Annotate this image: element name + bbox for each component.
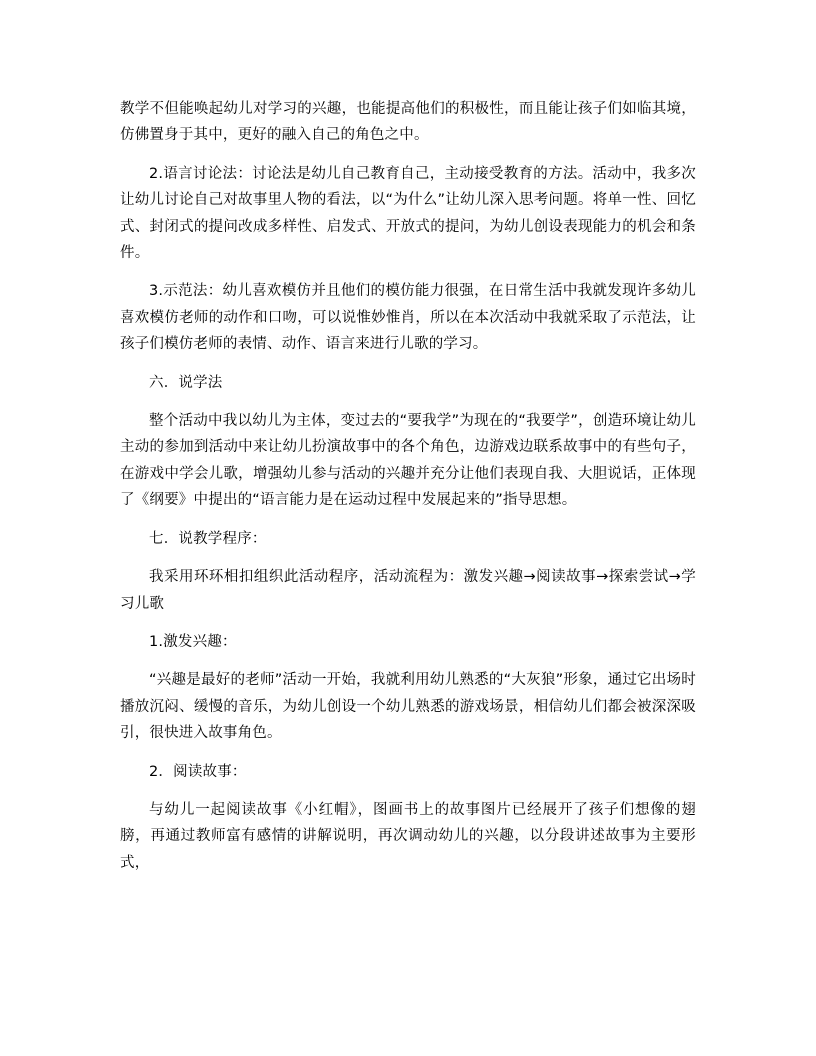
heading-read-story: 2．阅读故事： (149, 763, 247, 780)
paragraph-stimulate-interest: “兴趣是最好的老师”活动一开始，我就利用幼儿熟悉的“大灰狼”形象，通过它出场时播放沉闷、缓慢的音乐，为幼儿创设一个幼儿熟悉的游戏场景，相信幼儿们都会被深深吸引，很快进入故事角色。 (120, 672, 696, 742)
paragraph-demonstration-method: 3.示范法：幼儿喜欢模仿并且他们的模仿能力很强，在日常生活中我就发现许多幼儿喜欢模仿老师的动作和口吻，可以说惟妙惟肖，所以在本次活动中我就采取了示范法，让孩子们模仿老师的表情、动作、语言来进行儿歌的学习。 (120, 283, 696, 353)
heading-learning-method: 六．说学法 (149, 374, 223, 391)
paragraph-learning-method: 整个活动中我以幼儿为主体，变过去的“要我学”为现在的“我要学”，创造环境让幼儿主动的参加到活动中来让幼儿扮演故事中的各个角色，边游戏边联系故事中的有些句子，在游戏中学会儿歌，增强幼儿参与活动的兴趣并充分让他们表现自我、大胆说话，正体现了《纲要》中提出的“语言能力是在运动过程中发展起来的”指导思想。 (120, 413, 696, 509)
paragraph-procedure-flow: 我采用环环相扣组织此活动程序，活动流程为：激发兴趣→阅读故事→探索尝试→学习儿歌 (120, 569, 696, 612)
heading-teaching-procedure: 七．说教学程序： (149, 530, 267, 547)
paragraph-language-discussion: 2.语言讨论法：讨论法是幼儿自己教育自己，主动接受教育的方法。活动中，我多次让幼儿讨论自己对故事里人物的看法，以“为什么”让幼儿深入思考问题。将单一性、回忆式、封闭式的提问改成多样性、启发式、开放式的提问，为幼儿创设表现能力的机会和条件。 (120, 165, 696, 262)
document-body (120, 96, 696, 888)
paragraph-read-story: 与幼儿一起阅读故事《小红帽》，图画书上的故事图片已经展开了孩子们想像的翅膀，再通过教师富有感情的讲解说明，再次调动幼儿的兴趣，以分段讲述故事为主要形式， (120, 801, 696, 871)
heading-stimulate-interest: 1.激发兴趣： (149, 633, 237, 650)
paragraph-intro-continuation: 教学不但能唤起幼儿对学习的兴趣，也能提高他们的积极性，而且能让孩子们如临其境，仿佛置身于其中，更好的融入自己的角色之中。 (120, 101, 696, 144)
